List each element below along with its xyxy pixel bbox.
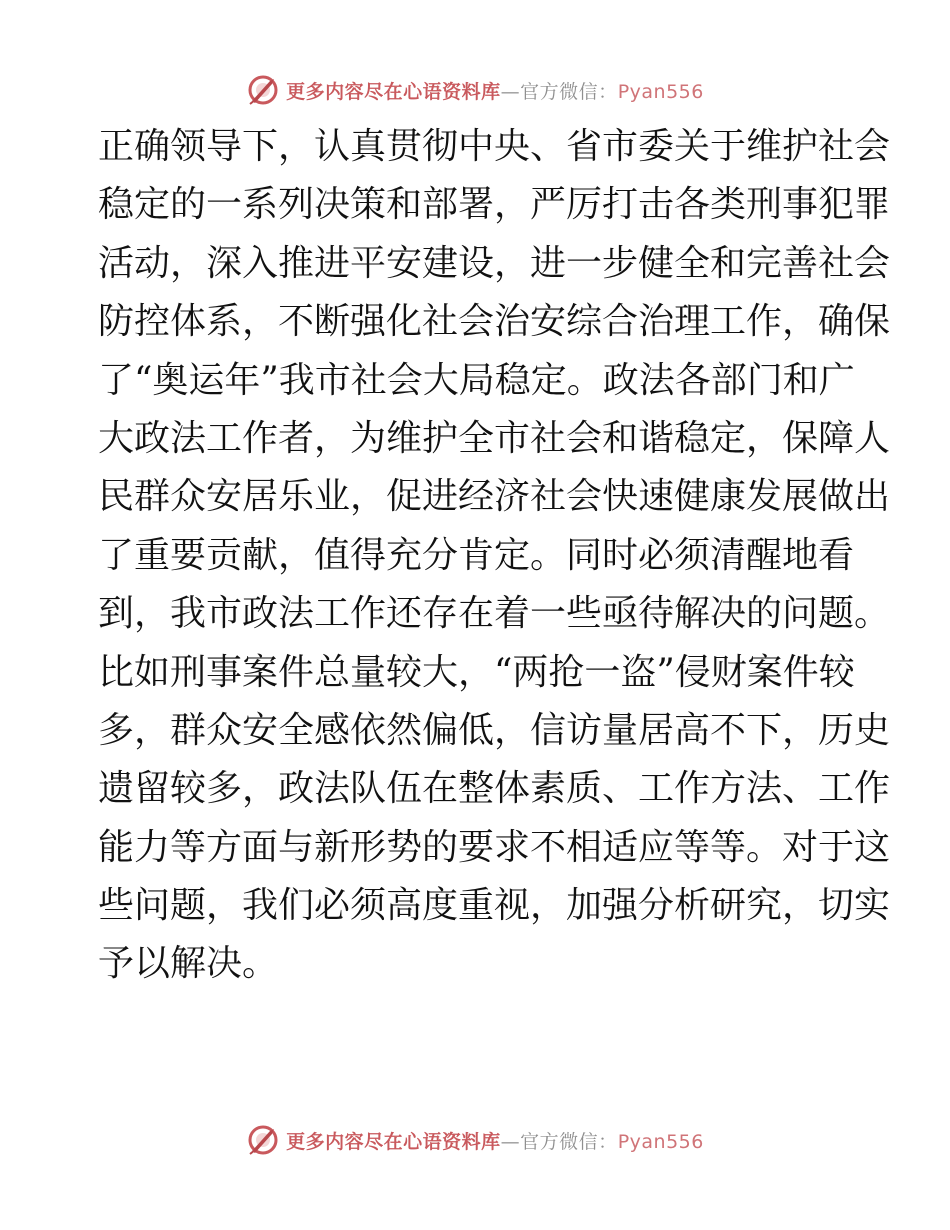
text-line: 予以解决。 [98,943,279,985]
text-line: 遗留较多，政法队伍在整体素质、工作方法、工作 [98,768,891,810]
banner-label: 官方微信： [520,1130,618,1153]
text-line: 些问题，我们必须高度重视，加强分析研究，切实 [98,885,891,927]
text-line: 正确领导下，认真贯彻中央、省市委关于维护社会 [98,126,891,167]
text-line: 比如刑事案件总量较大，“两抢一盗”侵财案件较 [98,651,855,693]
text-line: 了“奥运年”我市社会大局稳定。政法各部门和广 [98,359,855,401]
banner-label: 官方微信： [520,80,618,103]
text-line: 了重要贡献，值得充分肯定。同时必须清醒地看 [98,534,855,576]
header-banner [0,70,950,110]
banner-wechat-id: Pyan556 [617,1130,704,1153]
text-line: 能力等方面与新形势的要求不相适应等等。对于这 [98,826,891,868]
banner-wechat-id: Pyan556 [617,80,704,103]
banner-title: 更多内容尽在心语资料库 [286,1130,501,1153]
text-line: 活动，深入推进平安建设，进一步健全和完善社会 [98,242,891,284]
text-line: 大政法工作者，为维护全市社会和谐稳定，保障人 [98,417,891,459]
quill-pen-seal-icon [246,1123,280,1157]
banner-title: 更多内容尽在心语资料库 [286,80,501,103]
quill-pen-seal-icon [246,73,280,107]
banner-line [286,77,704,104]
text-line: 稳定的一系列决策和部署，严厉打击各类刑事犯罪 [98,184,891,226]
text-line: 防控体系，不断强化社会治安综合治理工作，确保 [98,301,891,343]
banner-line [286,1127,704,1154]
footer-banner [0,1120,950,1160]
text-line: 民群众安居乐业，促进经济社会快速健康发展做出 [98,476,891,518]
text-line: 多，群众安全感依然偏低，信访量居高不下，历史 [98,709,891,751]
banner-separator: — [500,80,521,103]
text-line: 到，我市政法工作还存在着一些亟待解决的问题。 [98,593,891,635]
banner-separator: — [500,1130,521,1153]
document-body [98,118,891,994]
